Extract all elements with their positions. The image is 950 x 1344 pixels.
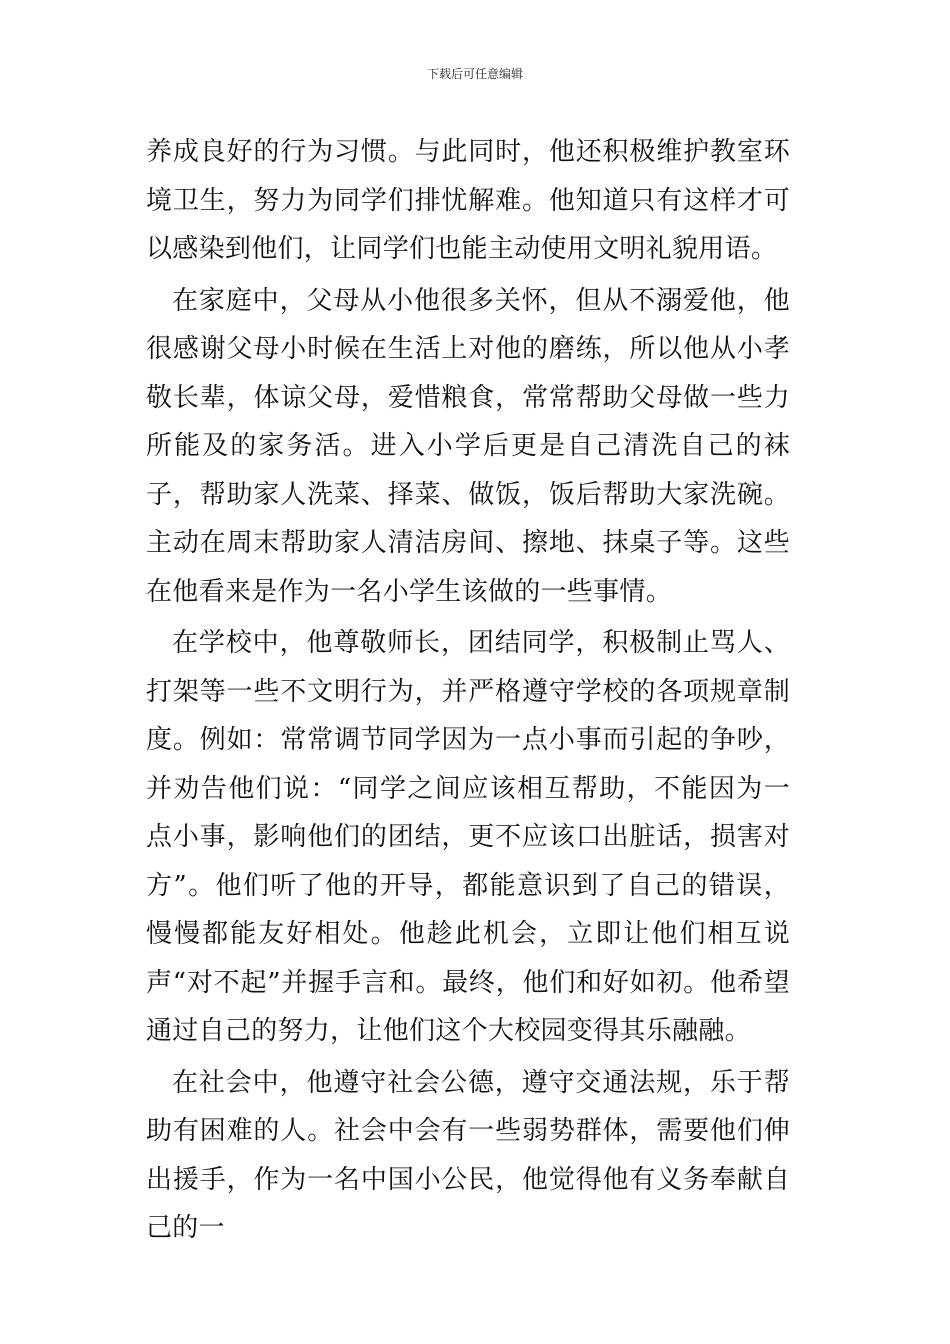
page-header: 下载后可任意编辑 <box>426 67 523 81</box>
paragraph-society: 在社会中，他遵守社会公德，遵守交通法规，乐于帮助有困难的人。社会中会有一些弱势群体，需要他们伸出援手，作为一名中国小公民，他觉得他有义务奉献自己的一 <box>146 1067 790 1243</box>
paragraph-school: 在学校中，他尊敬师长，团结同学，积极制止骂人、打架等一些不文明行为，并严格遵守学校的各项规章制度。例如：常常调节同学因为一点小事而引起的争吵，并劝告他们说：“同学之间应该相互帮助，不能因为一点小事，影响他们的团结，更不应该口出脏话，损害对方”。他们听了他的开导，都能意识到了自己的错误，慢慢都能友好相处。他趁此机会，立即让他们相互说声“对不起”并握手言和。最终，他们和好如初。他希望通过自己的努力，让他们这个大校园变得其乐融融。 <box>146 628 790 1046</box>
paragraph-continuation: 养成良好的行为习惯。与此同时，他还积极维护教室环境卫生，努力为同学们排忧解难。他知道只有这样才可以感染到他们，让同学们也能主动使用文明礼貌用语。 <box>146 137 790 264</box>
document-body <box>146 128 790 1253</box>
paragraph-family: 在家庭中，父母从小他很多关怀，但从不溺爱他，他很感谢父母小时候在生活上对他的磨练，所以他从小孝敬长辈，体谅父母，爱惜粮食，常常帮助父母做一些力所能及的家务活。进入小学后更是自己清洗自己的袜子，帮助家人洗菜、择菜、做饭，饭后帮助大家洗碗。主动在周末帮助家人清洁房间、擦地、抹桌子等。这些在他看来是作为一名小学生该做的一些事情。 <box>146 285 790 607</box>
